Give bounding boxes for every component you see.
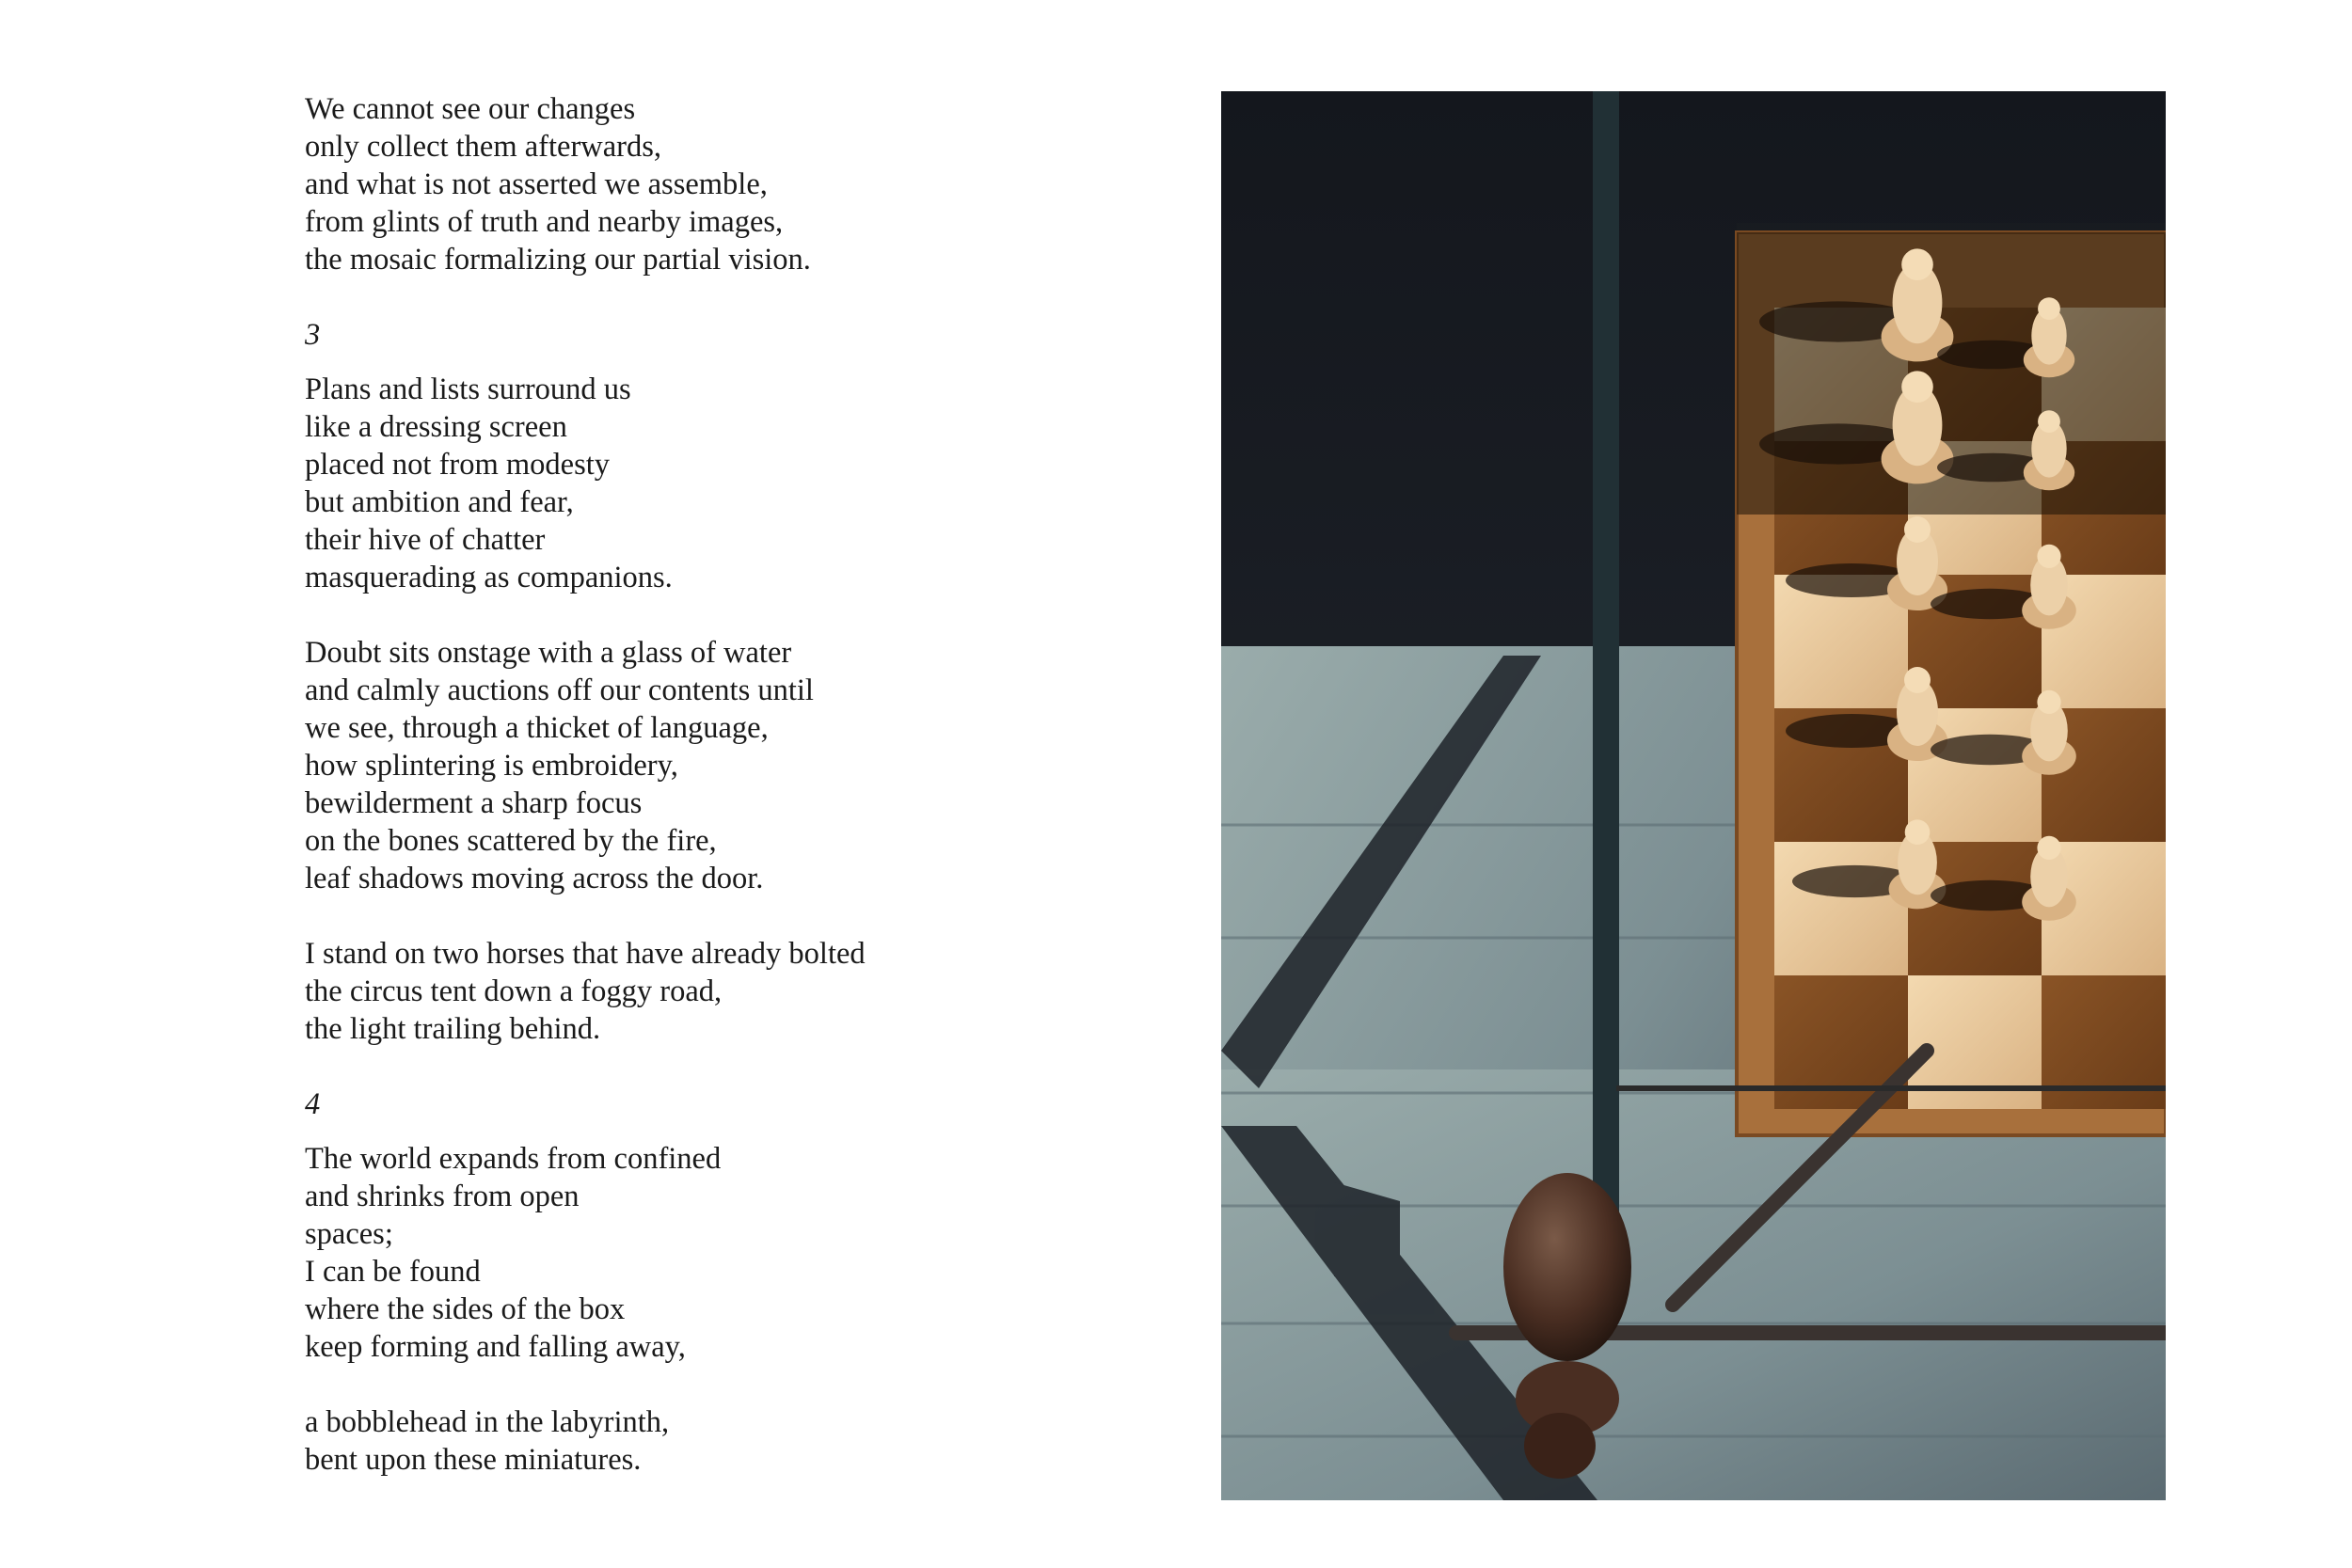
poem-line: but ambition and fear, bbox=[305, 485, 574, 519]
poem-line: the mosaic formalizing our partial vision. bbox=[305, 243, 811, 277]
poem-line: their hive of chatter bbox=[305, 523, 546, 557]
stanza bbox=[305, 935, 1152, 1048]
stanza bbox=[305, 90, 1152, 278]
poem-line: The world expands from confined bbox=[305, 1142, 722, 1176]
poem-line: keep forming and falling away, bbox=[305, 1330, 686, 1364]
poem-line: the circus tent down a foggy road, bbox=[305, 974, 723, 1008]
poem-line: and shrinks from open bbox=[305, 1180, 580, 1213]
stanza bbox=[305, 371, 1152, 596]
poem-line: how splintering is embroidery, bbox=[305, 749, 678, 783]
poem-line: the light trailing behind. bbox=[305, 1012, 601, 1046]
poem-line: Doubt sits onstage with a glass of water bbox=[305, 636, 792, 670]
chessboard-photo-image bbox=[1221, 91, 2166, 1500]
poem-line: leaf shadows moving across the door. bbox=[305, 862, 764, 895]
poem-line: and what is not asserted we assemble, bbox=[305, 167, 768, 201]
section-number: 3 bbox=[305, 318, 321, 352]
poem-line: bent upon these miniatures. bbox=[305, 1443, 642, 1477]
poem-line: on the bones scattered by the fire, bbox=[305, 824, 717, 858]
poem-line: Plans and lists surround us bbox=[305, 372, 631, 406]
poem-line: like a dressing screen bbox=[305, 410, 567, 444]
board-square bbox=[1774, 842, 1908, 975]
poem-line: We cannot see our changes bbox=[305, 92, 636, 126]
chessboard-photo bbox=[1221, 91, 2166, 1500]
poem-line: spaces; bbox=[305, 1217, 393, 1251]
poem-line: from glints of truth and nearby images, bbox=[305, 205, 784, 239]
poem-line: where the sides of the box bbox=[305, 1292, 626, 1326]
poem-line: we see, through a thicket of language, bbox=[305, 711, 769, 745]
stanza bbox=[305, 1140, 1152, 1366]
section-number: 4 bbox=[305, 1087, 321, 1121]
poem-line: and calmly auctions off our contents until bbox=[305, 673, 814, 707]
poem-line: I can be found bbox=[305, 1255, 481, 1289]
poem-line: masquerading as companions. bbox=[305, 561, 673, 594]
poem-line: I stand on two horses that have already bolted bbox=[305, 937, 866, 971]
stanza bbox=[305, 634, 1152, 897]
stanza bbox=[305, 1403, 1152, 1479]
poem-line: placed not from modesty bbox=[305, 448, 611, 482]
poem-line: a bobblehead in the labyrinth, bbox=[305, 1405, 670, 1439]
poem-line: only collect them afterwards, bbox=[305, 130, 662, 164]
poem-text bbox=[305, 90, 1152, 1516]
poem-line: bewilderment a sharp focus bbox=[305, 786, 643, 820]
